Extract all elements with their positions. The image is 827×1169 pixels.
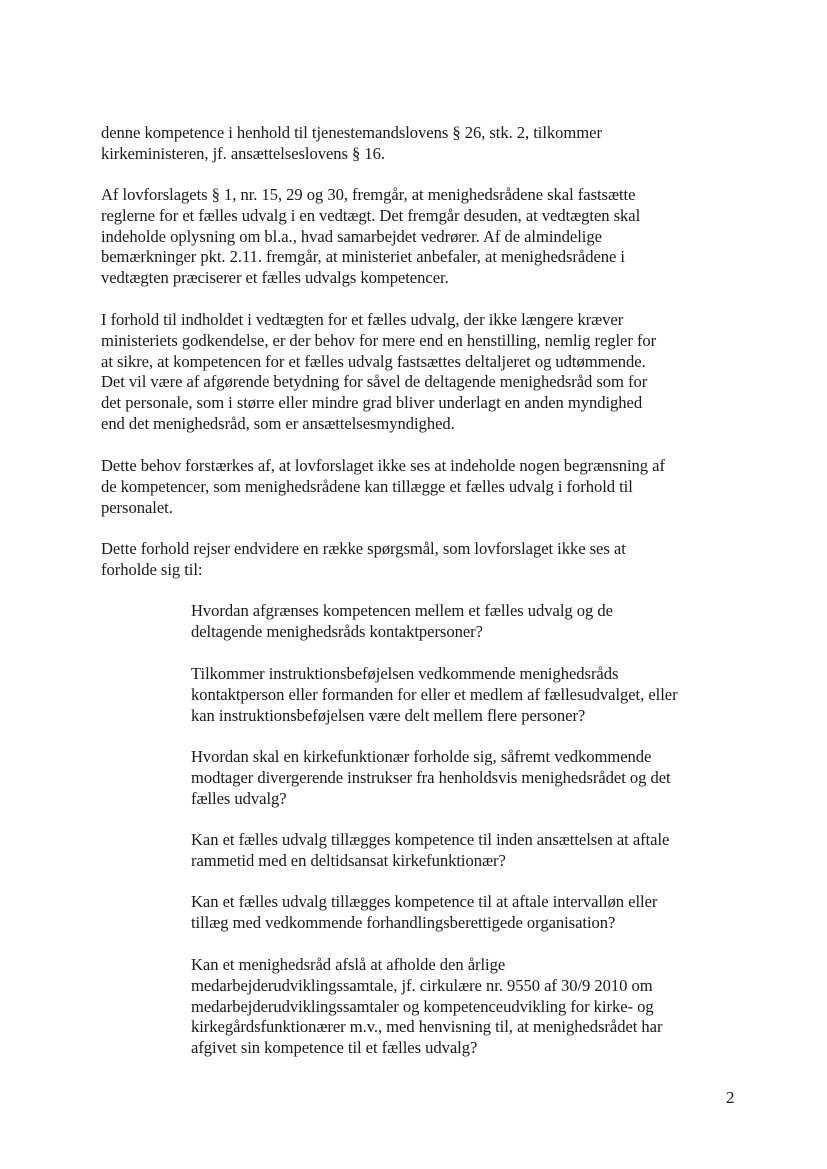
text-line: de kompetencer, som menighedsrådene kan tillægge et fælles udvalg i forhold til <box>101 476 633 496</box>
text-line: kirkeministeren, jf. ansættelseslovens § 16. <box>101 143 385 163</box>
text-line: kontaktperson eller formanden for eller et medlem af fællesudvalget, eller <box>191 684 678 704</box>
text-line: modtager divergerende instrukser fra henholdsvis menighedsrådet og det <box>191 767 671 787</box>
question-item <box>191 830 751 872</box>
question-item <box>191 601 751 643</box>
text-line: personalet. <box>101 497 173 517</box>
text-line: Kan et fælles udvalg tillægges kompetence til at aftale intervalløn eller <box>191 892 658 911</box>
text-line: fælles udvalg? <box>191 788 287 808</box>
text-line: reglerne for et fælles udvalg i en vedtægt. Det fremgår desuden, at vedtægten skal <box>101 205 641 225</box>
question-item <box>191 955 751 1059</box>
text-line: ministeriets godkendelse, er der behov for mere end en henstilling, nemlig regler for <box>101 330 657 350</box>
paragraph <box>101 123 741 165</box>
text-line: Hvordan skal en kirkefunktionær forholde sig, såfremt vedkommende <box>191 747 652 766</box>
text-line: Tilkommer instruktionsbeføjelsen vedkommende menighedsråds <box>191 664 619 683</box>
text-line: Dette behov forstærkes af, at lovforslaget ikke ses at indeholde nogen begrænsning af <box>101 456 665 475</box>
text-line: forholde sig til: <box>101 559 203 579</box>
text-line: medarbejderudviklingssamtaler og kompetenceudvikling for kirke- og <box>191 996 654 1016</box>
text-line: Dette forhold rejser endvidere en række spørgsmål, som lovforslaget ikke ses at <box>101 539 626 558</box>
question-item <box>191 892 751 934</box>
text-line: rammetid med en deltidsansat kirkefunktionær? <box>191 850 506 870</box>
text-line: deltagende menighedsråds kontaktpersoner? <box>191 621 483 641</box>
paragraph <box>101 539 741 581</box>
text-line: I forhold til indholdet i vedtægten for et fælles udvalg, der ikke længere kræver <box>101 310 624 329</box>
question-item <box>191 747 751 809</box>
paragraph <box>101 310 741 435</box>
text-line: Af lovforslagets § 1, nr. 15, 29 og 30, fremgår, at menighedsrådene skal fastsætte <box>101 185 636 204</box>
paragraph <box>101 185 741 289</box>
text-line: Det vil være af afgørende betydning for såvel de deltagende menighedsråd som for <box>101 372 648 392</box>
text-line: medarbejderudviklingssamtale, jf. cirkulære nr. 9550 af 30/9 2010 om <box>191 975 653 995</box>
text-line: det personale, som i større eller mindre grad bliver underlagt en anden myndighed <box>101 393 643 413</box>
text-line: denne kompetence i henhold til tjenestemandslovens § 26, stk. 2, tilkommer <box>101 123 602 142</box>
text-line: kan instruktionsbeføjelsen være delt mellem flere personer? <box>191 705 586 725</box>
paragraph <box>101 456 741 518</box>
text-line: end det menighedsråd, som er ansættelsesmyndighed. <box>101 413 455 433</box>
text-line: bemærkninger pkt. 2.11. fremgår, at ministeriet anbefaler, at menighedsrådene i <box>101 247 625 267</box>
page-number: 2 <box>726 1088 735 1107</box>
question-item <box>191 664 751 726</box>
text-line: tillæg med vedkommende forhandlingsberettigede organisation? <box>191 912 616 932</box>
text-line: Hvordan afgrænses kompetencen mellem et fælles udvalg og de <box>191 601 613 620</box>
text-line: indeholde oplysning om bl.a., hvad samarbejdet vedrører. Af de almindelige <box>101 226 602 246</box>
text-line: kirkegårdsfunktionærer m.v., med henvisning til, at menighedsrådet har <box>191 1017 663 1037</box>
text-line: vedtægten præciserer et fælles udvalgs kompetencer. <box>101 268 449 288</box>
text-line: afgivet sin kompetence til et fælles udvalg? <box>191 1038 478 1058</box>
text-line: Kan et fælles udvalg tillægges kompetence til inden ansættelsen at aftale <box>191 830 670 849</box>
text-line: at sikre, at kompetencen for et fælles udvalg fastsættes deltaljeret og udtømmende. <box>101 351 646 371</box>
text-line: Kan et menighedsråd afslå at afholde den årlige <box>191 955 506 974</box>
